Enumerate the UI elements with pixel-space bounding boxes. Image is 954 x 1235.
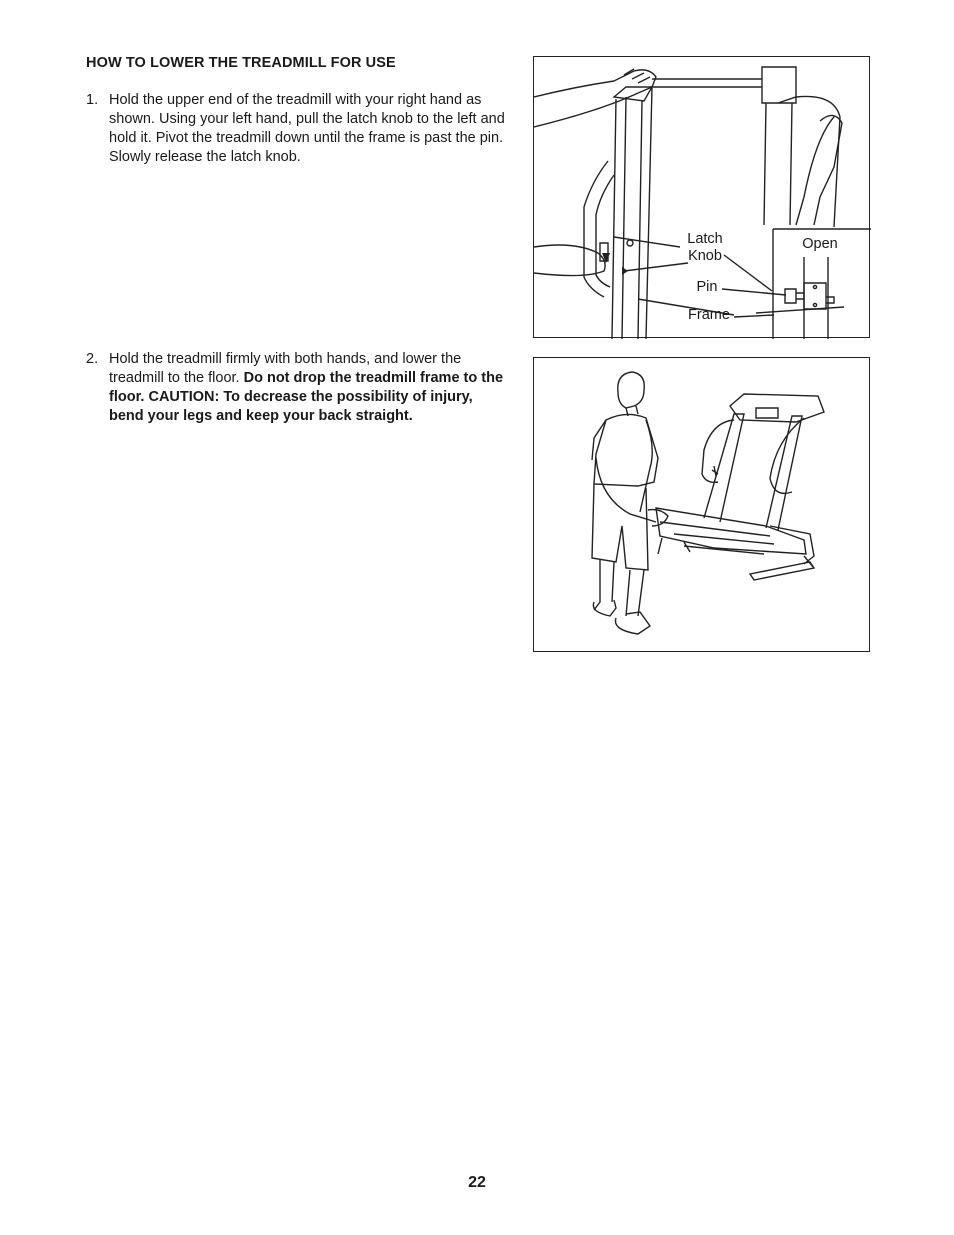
callout-knob: Knob [688,248,722,264]
latch-drawing [534,57,871,339]
step-number: 2. [86,351,99,367]
lowering-drawing [534,358,871,653]
callout-latch: Latch [687,231,723,247]
step-text: Hold the upper end of the treadmill with your right hand as shown. Using your left hand, pull the latch knob to the left and hold it. Pivot the treadmill down until the frame is past the pin. Slowly release the latch knob. [109,92,505,165]
step-warning-text: Do not drop the treadmill frame to the floor. CAUTION: To decrease the possibility of injury, bend your legs and keep your back straight. [109,370,504,424]
callout-frame: Frame [688,307,730,323]
latch-illustration [533,56,870,338]
step-number: 1. [86,92,99,108]
step-2 [86,350,506,426]
callout-latch-knob [680,231,730,265]
lowering-illustration [533,357,870,652]
step-text: Hold the treadmill firmly with both hands, and lower the treadmill to the floor. [109,351,462,386]
step-1 [86,91,506,167]
page-number: 22 [468,1174,486,1191]
callout-open: Open [802,236,838,252]
section-heading: HOW TO LOWER THE TREADMILL FOR USE [86,55,396,71]
callout-pin: Pin [696,279,718,295]
step-text-container [109,350,506,426]
